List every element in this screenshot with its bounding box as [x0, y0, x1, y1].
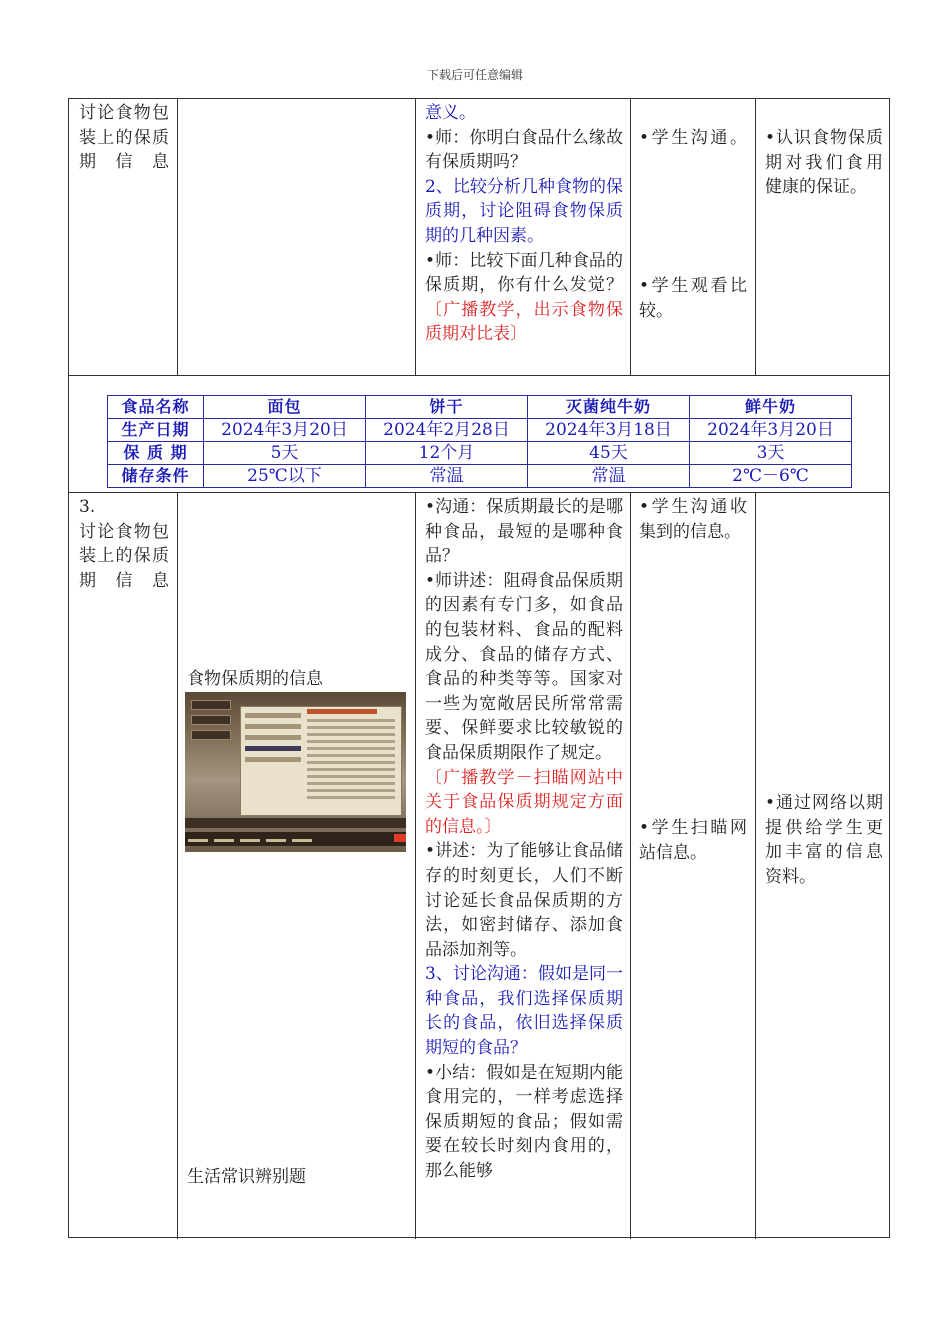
table-cell: 饼干	[366, 396, 528, 419]
table-cell: 常温	[528, 465, 690, 488]
table-cell: 5天	[204, 442, 366, 465]
row1-teacher-activity	[425, 101, 623, 347]
row1-activity-note: 〔广播教学，出示食物保质期对比表〕	[425, 299, 623, 345]
table-cell: 12个月	[366, 442, 528, 465]
table-cell: 灭菌纯牛奶	[528, 396, 690, 419]
row1-activity-text: •师：比较下面几种食品的保质期，你有什么发觉？	[425, 250, 623, 296]
table-row	[108, 419, 852, 442]
table-cell: 食品名称	[108, 396, 204, 419]
col-divider	[630, 492, 631, 1239]
row1-activity-line: 意义。	[425, 103, 476, 123]
table-cell: 生产日期	[108, 419, 204, 442]
table-cell: 鲜牛奶	[690, 396, 852, 419]
row1-activity-line: 2、比较分析几种食物的保质期，讨论阻碍食物保质期的几种因素。	[425, 176, 623, 246]
row1-student-activity-a: •学生沟通。	[639, 128, 747, 148]
table-cell: 25℃以下	[204, 465, 366, 488]
table-row	[108, 465, 852, 488]
lesson-table	[68, 98, 890, 1238]
row3-resource-bottom: 生活常识辨别题	[187, 1167, 306, 1187]
row3-topic-number: 3.	[79, 497, 96, 517]
table-cell: 2024年2月28日	[366, 419, 528, 442]
food-shelf-life-table	[107, 395, 852, 488]
col-divider	[177, 492, 178, 1239]
table-row	[108, 396, 852, 419]
row3-topic-text: 讨论食物包装上的保质期信息	[79, 521, 169, 591]
table-cell: 储存条件	[108, 465, 204, 488]
row-divider-1	[69, 375, 889, 376]
website-screenshot-image	[185, 692, 406, 852]
col-divider	[415, 99, 416, 375]
row3-activity-line: •师讲述：阻碍食品保质期的因素有专门多，如食品的包装材料、食品的配料成分、食品的储存方式、食品的种类等等。国家对一些为宽敞居民所常常需要、保鲜要求比较敏锐的食品保质期限作了规定。	[425, 570, 623, 763]
row3-activity-line: 3、讨论沟通：假如是同一种食品，我们选择保质期长的食品，依旧选择保质期短的食品？	[425, 964, 623, 1059]
table-cell: 2024年3月20日	[690, 419, 852, 442]
col-divider	[630, 99, 631, 375]
row3-activity-line: •沟通：保质期最长的是哪种食品，最短的是哪种食品？	[425, 497, 623, 567]
table-cell: 2024年3月20日	[204, 419, 366, 442]
table-cell: 3天	[690, 442, 852, 465]
row3-student-activity-a: •学生沟通收集到的信息。	[639, 497, 747, 542]
table-cell: 常温	[366, 465, 528, 488]
table-cell: 面包	[204, 396, 366, 419]
col-divider	[755, 492, 756, 1239]
row1-design-intent: •认识食物保质期对我们食用健康的保证。	[765, 128, 883, 198]
row1-activity-line: •师：你明白食品什么缘故有保质期吗？	[425, 127, 623, 173]
row3-topic	[79, 495, 169, 593]
col-divider	[415, 492, 416, 1239]
row3-teacher-activity	[425, 495, 623, 1184]
row1-student-activity-b: •学生观看比较。	[639, 276, 747, 321]
row3-activity-line: 〔广播教学－扫瞄网站中关于食品保质期规定方面的信息。〕	[425, 767, 623, 837]
page-header-note: 下载后可任意编辑	[426, 68, 523, 82]
row1-topic: 讨论食物包装上的保质期信息	[79, 103, 169, 173]
table-cell: 45天	[528, 442, 690, 465]
table-row	[108, 442, 852, 465]
row3-activity-line: •讲述：为了能够让食品储存的时刻更长，人们不断讨论延长食品保质期的方法，如密封储存、添加食品添加剂等。	[425, 841, 623, 960]
row1-activity-line	[425, 249, 623, 347]
row3-activity-line: •小结：假如是在短期内能食用完的，一样考虑选择保质期短的食品；假如需要在较长时刻内食用的，那么能够	[425, 1062, 623, 1182]
table-cell: 2℃－6℃	[690, 465, 852, 488]
table-cell: 2024年3月18日	[528, 419, 690, 442]
row3-resource-title: 食物保质期的信息	[187, 669, 323, 689]
col-divider	[755, 99, 756, 375]
table-cell: 保 质 期	[108, 442, 204, 465]
col-divider	[177, 99, 178, 375]
row3-student-activity-b: •学生扫瞄网站信息。	[639, 818, 747, 863]
row3-design-intent: •通过网络以期提供给学生更加丰富的信息资料。	[765, 793, 883, 887]
row-divider-2	[69, 492, 889, 493]
